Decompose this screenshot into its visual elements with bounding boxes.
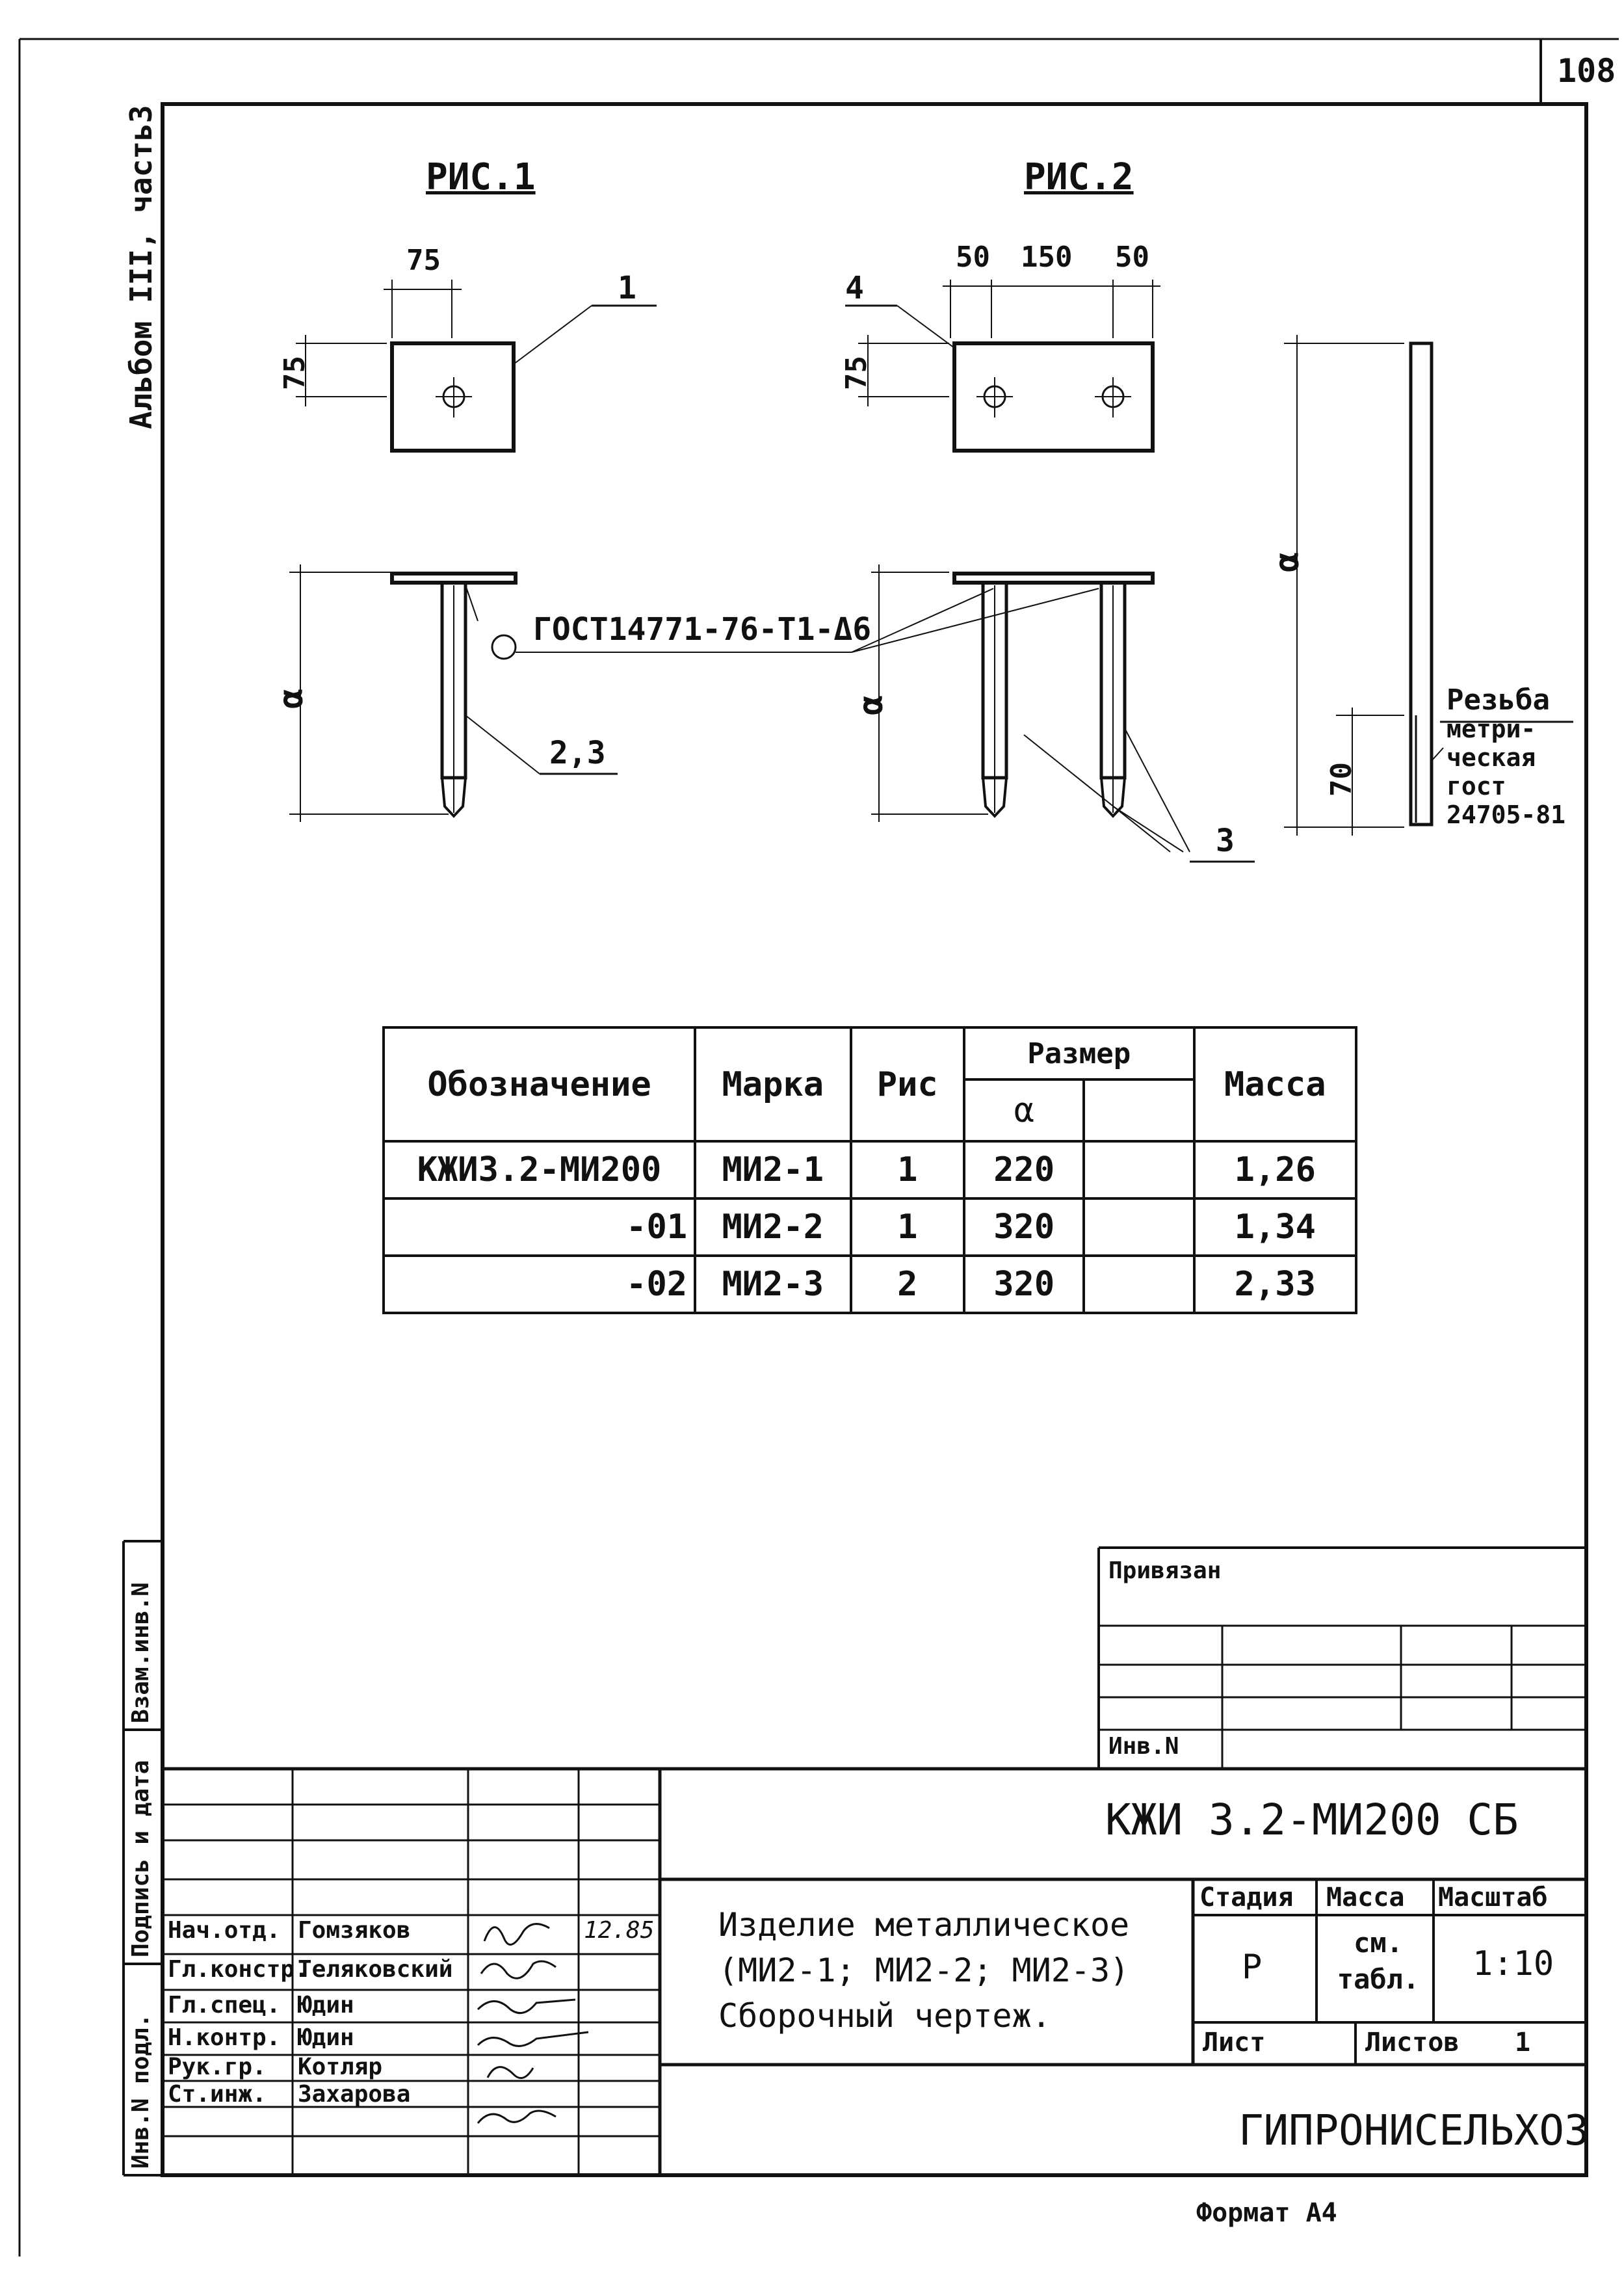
- thread-note-line: метри-: [1447, 715, 1536, 743]
- mass-label: Масса: [1326, 1883, 1405, 1912]
- person-role: Нач.отд.: [168, 1917, 281, 1944]
- fig2-title: РИС.2: [1024, 156, 1134, 198]
- person-role: Н.контр.: [168, 2024, 281, 2051]
- person-name: Котляр: [298, 2054, 383, 2080]
- table-row: [384, 1141, 1356, 1198]
- header-size-extra: [1084, 1079, 1194, 1141]
- fig2-leader-4: 4: [845, 270, 864, 306]
- row-a: 320: [964, 1256, 1084, 1313]
- album-label: Альбом III, часть3: [124, 105, 159, 429]
- rod-dim-a: α: [1268, 551, 1307, 572]
- strip-label-vzam: Взам.инв.N: [127, 1582, 154, 1723]
- person-role: Гл.констр.: [168, 1956, 309, 1983]
- row-a: 320: [964, 1198, 1084, 1256]
- row-mass: 1,26: [1194, 1141, 1356, 1198]
- mass-value-line: табл.: [1337, 1963, 1420, 1995]
- row-mark: МИ2-3: [695, 1256, 850, 1313]
- fig2-dim-height: 75: [840, 356, 873, 390]
- item-title: [718, 1902, 1129, 2039]
- sheets-value: 1: [1515, 2028, 1531, 2057]
- item-title-line: (МИ2-1; МИ2-2; МИ2-3): [718, 1952, 1130, 1989]
- item-title-line: Сборочный чертеж.: [718, 1997, 1051, 2035]
- scale-value: 1:10: [1473, 1944, 1554, 1983]
- person-name: Юдин: [298, 2024, 354, 2051]
- fig1-dim-width: 75: [406, 244, 441, 277]
- scale-label: Масштаб: [1438, 1883, 1548, 1912]
- stage-value: Р: [1242, 1948, 1263, 1987]
- header-mark: Марка: [695, 1027, 850, 1141]
- inv-label: Инв.N: [1108, 1733, 1179, 1760]
- fig1-leader-1: 1: [618, 270, 636, 306]
- row-extra: [1084, 1256, 1194, 1313]
- thread-note-line: Резьба: [1447, 683, 1550, 717]
- person-name: Юдин: [298, 1992, 354, 2018]
- weld-note: ГОСТ14771-76-Т1-Δ6: [533, 611, 872, 648]
- strip-label-inv: Инв.N подл.: [127, 2013, 154, 2169]
- row-mass: 1,34: [1194, 1198, 1356, 1256]
- fig1-dim-a: α: [272, 688, 311, 709]
- sheet-label: Лист: [1203, 2028, 1266, 2057]
- row-extra: [1084, 1141, 1194, 1198]
- row-a: 220: [964, 1141, 1084, 1198]
- rod-dim-thread: 70: [1325, 762, 1358, 797]
- row-fig: 2: [851, 1256, 964, 1313]
- document-code: КЖИ 3.2-МИ200 СБ: [1105, 1795, 1519, 1845]
- row-fig: 1: [851, 1141, 964, 1198]
- row-mark: МИ2-2: [695, 1198, 850, 1256]
- page-number: 108: [1557, 52, 1616, 90]
- header-mass: Масса: [1194, 1027, 1356, 1141]
- person-date: 12.85: [584, 1917, 655, 1944]
- privyazan-label: Привязан: [1108, 1557, 1222, 1584]
- person-role: Рук.гр.: [168, 2054, 267, 2080]
- mass-value-line: см.: [1354, 1927, 1403, 1959]
- fig2-dim-a: α: [852, 695, 891, 715]
- row-designation: -01: [384, 1198, 695, 1256]
- row-mark: МИ2-1: [695, 1141, 850, 1198]
- fig2-dim-left: 50: [956, 241, 990, 274]
- row-extra: [1084, 1198, 1194, 1256]
- person-name: Гомзяков: [298, 1917, 411, 1944]
- table-row: [384, 1256, 1356, 1313]
- fig2-leader-3: 3: [1216, 823, 1235, 859]
- header-fig: Рис: [851, 1027, 964, 1141]
- person-name: Теляковский: [298, 1956, 453, 1983]
- fig2-dim-mid: 150: [1021, 241, 1073, 274]
- fig1-leader-23: 2,3: [549, 735, 606, 771]
- spec-table: [382, 1026, 1357, 1314]
- item-title-line: Изделие металлическое: [718, 1906, 1130, 1944]
- sheets-label: Листов: [1365, 2028, 1460, 2057]
- header-designation: Обозначение: [384, 1027, 695, 1141]
- row-designation: -02: [384, 1256, 695, 1313]
- person-name: Захарова: [298, 2081, 411, 2108]
- row-mass: 2,33: [1194, 1256, 1356, 1313]
- mass-value: [1323, 1925, 1434, 1998]
- strip-label-podpis: Подпись и дата: [127, 1760, 154, 1957]
- organization: ГИПРОНИСЕЛЬХОЗ: [1238, 2107, 1590, 2155]
- thread-note-line: гост: [1447, 772, 1506, 800]
- person-role: Гл.спец.: [168, 1992, 281, 2018]
- format-note: Формат А4: [1196, 2198, 1337, 2228]
- thread-note-line: 24705-81: [1447, 800, 1566, 829]
- stage-label: Стадия: [1199, 1883, 1294, 1912]
- table-row: [384, 1198, 1356, 1256]
- fig2-dim-right: 50: [1115, 241, 1149, 274]
- row-designation: КЖИ3.2-МИ200: [384, 1141, 695, 1198]
- thread-note: [1447, 683, 1566, 829]
- header-size-a: α: [964, 1079, 1084, 1141]
- fig1-dim-height: 75: [278, 356, 311, 390]
- fig1-title: РИС.1: [426, 156, 536, 198]
- header-size: Размер: [964, 1027, 1194, 1079]
- person-role: Ст.инж.: [168, 2081, 267, 2108]
- thread-note-line: ческая: [1447, 743, 1536, 772]
- row-fig: 1: [851, 1198, 964, 1256]
